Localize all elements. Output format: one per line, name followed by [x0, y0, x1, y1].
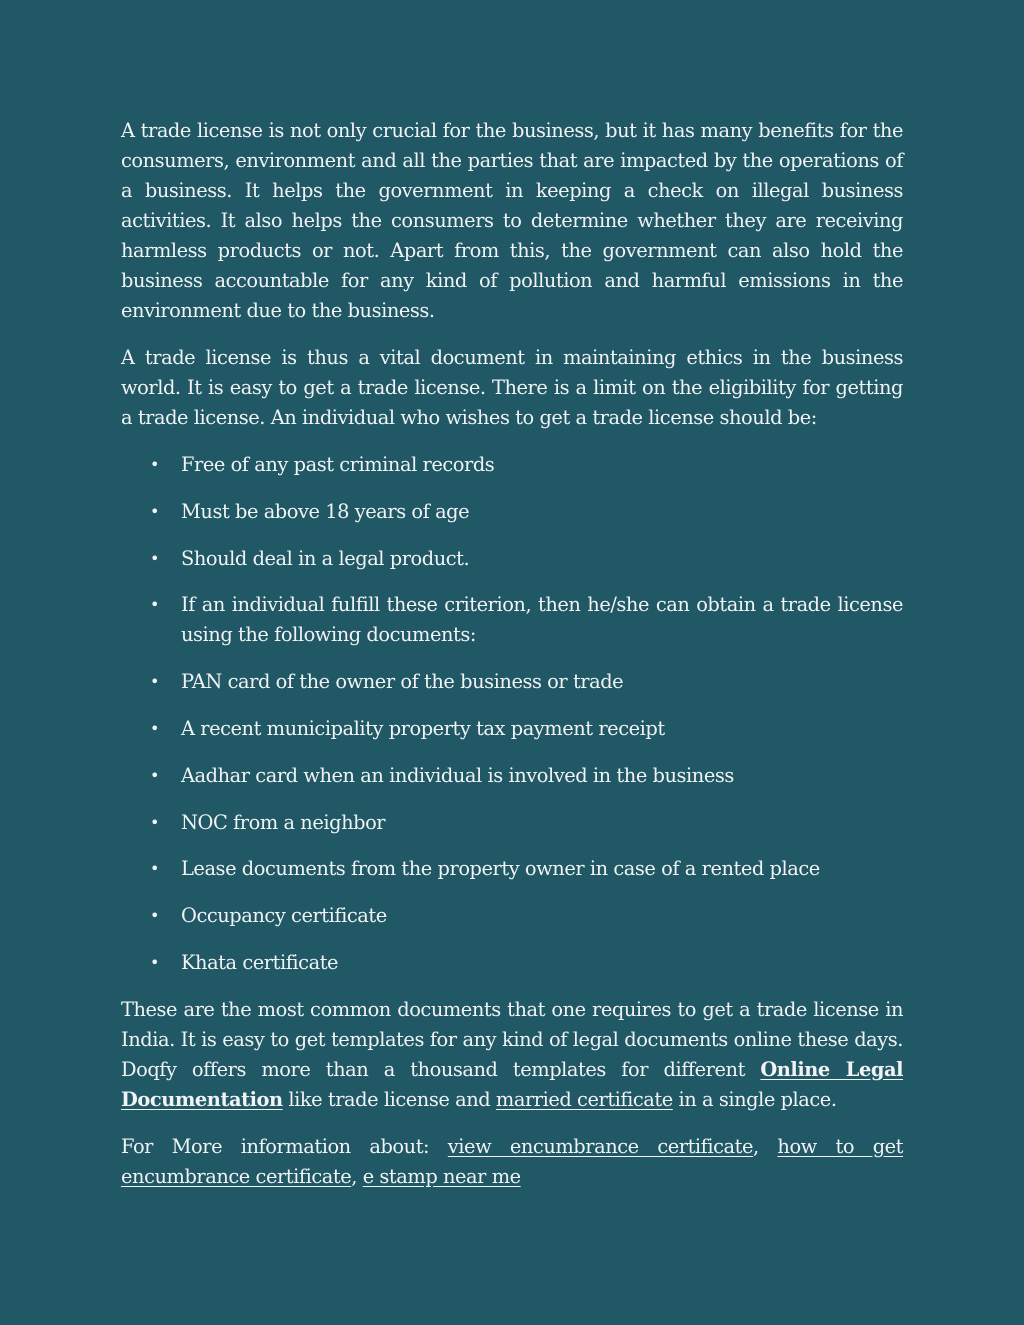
bullet-icon: •: [150, 952, 159, 972]
list-item: [121, 667, 903, 697]
list-item: [121, 590, 903, 650]
list-item: [121, 761, 903, 791]
bullet-icon: •: [150, 765, 159, 785]
list-item-text: PAN card of the owner of the business or trade: [181, 670, 624, 694]
bullet-icon: •: [150, 906, 159, 926]
document-page: [121, 116, 903, 1192]
list-item-text: A recent municipality property tax payment receipt: [181, 716, 665, 740]
how-to-get-encumbrance-certificate-link[interactable]: how to get encumbrance certificate: [121, 1134, 904, 1188]
online-legal-documentation-link[interactable]: Online Legal Documentation: [121, 1057, 903, 1111]
list-item-text: Free of any past criminal records: [181, 453, 495, 476]
view-encumbrance-certificate-link[interactable]: view encumbrance certificate: [447, 1134, 754, 1158]
bullet-icon: •: [150, 812, 159, 832]
list-item-text: Occupancy certificate: [181, 904, 387, 928]
bullet-icon: •: [150, 455, 159, 474]
bullet-icon: •: [150, 501, 159, 521]
list-item-text: Must be above 18 years of age: [181, 499, 470, 523]
closing-text-middle: like trade license and: [282, 1087, 496, 1111]
list-item-text: Should deal in a legal product.: [181, 546, 470, 570]
bullet-icon: •: [150, 718, 159, 738]
list-item-text: If an individual fulfill these criterion, then he/she can obtain a trade license using the following documents:: [181, 593, 903, 647]
eligibility-paragraph: A trade license is thus a vital document in maintaining ethics in the business world. It is easy to get a trade license. There is a limit on the eligibility for getting a trade license. An individual who wishes to get a trade license should be:: [121, 346, 903, 429]
closing-text-before: These are the most common documents that one requires to get a trade license in India. It is easy to get templates for any kind of legal documents online these days. Doqfy offers more than a thousand templates for different: [121, 997, 903, 1081]
list-item: [121, 450, 903, 480]
list-item-text: Lease documents from the property owner in case of a rented place: [181, 857, 820, 881]
more-info-separator: ,: [351, 1164, 363, 1188]
list-item-text: Aadhar card when an individual is involved in the business: [181, 763, 734, 787]
list-item-text: Khata certificate: [181, 950, 339, 974]
bullet-icon: •: [150, 548, 159, 568]
married-certificate-link[interactable]: married certificate: [495, 1087, 673, 1111]
bullet-icon: •: [150, 859, 159, 879]
list-item: [121, 714, 903, 744]
bullet-icon: •: [150, 672, 159, 692]
list-item: [121, 854, 903, 884]
bullet-icon: •: [150, 595, 159, 615]
requirements-list: [121, 450, 903, 978]
list-item-text: NOC from a neighbor: [181, 810, 386, 834]
e-stamp-near-me-link[interactable]: e stamp near me: [362, 1164, 521, 1188]
more-information-line: [121, 1132, 903, 1192]
list-item: [121, 901, 903, 931]
intro-paragraph: A trade license is not only crucial for the business, but it has many benefits for the consumers, environment and all the parties that are impacted by the operations of a business. It helps the government in keeping a check on illegal business activities. It also helps the consumers to determine whether they are receiving harmless products or not. Apart from this, the government can also hold the business accountable for any kind of pollution and harmful emissions in the environment due to the business.: [121, 119, 903, 322]
list-item: [121, 948, 903, 978]
list-item: [121, 544, 903, 574]
list-item: [121, 497, 903, 527]
list-item: [121, 808, 903, 838]
closing-paragraph: [121, 995, 903, 1115]
more-info-prefix: For More information about:: [121, 1134, 448, 1158]
closing-text-after: in a single place.: [672, 1087, 837, 1111]
more-info-separator: ,: [753, 1134, 778, 1158]
